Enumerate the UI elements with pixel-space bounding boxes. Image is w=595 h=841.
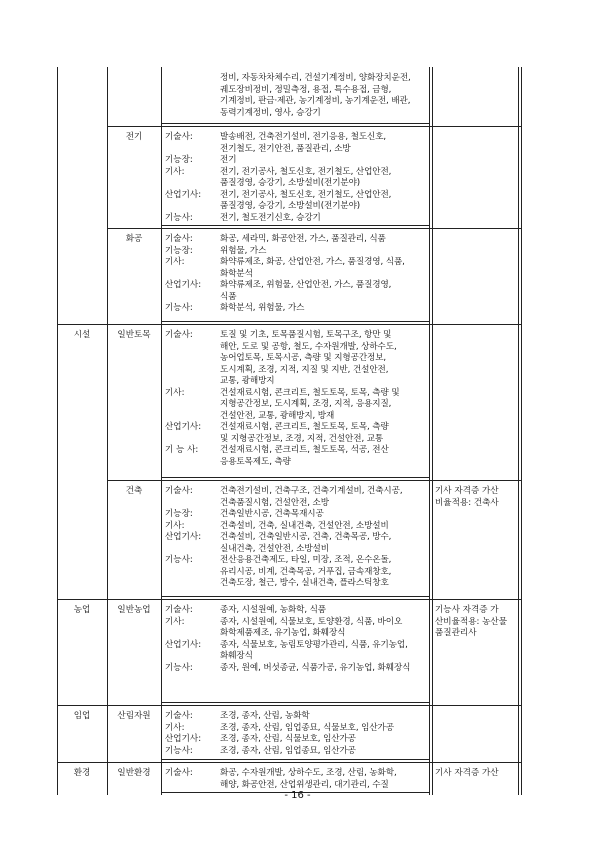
qualification-level-label: 기사: [165, 520, 185, 531]
qualification-list-line: 전기, 전기공사, 철도신호, 전기철도, 산업안전, [220, 189, 392, 200]
block-bottom-line [161, 759, 429, 760]
qualification-list-line: 교통, 광해방지 [220, 376, 275, 386]
main-category: 임업 [73, 711, 91, 721]
qualification-level-label: 기사: [165, 166, 185, 177]
qualification-list-line: 지형공간정보, 도시계획, 조경, 지적, 응용지질, [220, 399, 392, 409]
qualification-list-line: 품질경영, 승강기, 소방설비(전기분야) [220, 178, 361, 188]
note-line: 산비율적용: 농산물 [435, 616, 508, 627]
subsection-line [107, 228, 521, 229]
main-category: 환경 [73, 768, 91, 778]
qualification-list-line: 조경, 종자, 산림, 농화학 [220, 711, 310, 721]
qualification-level-label: 기능사: [165, 555, 193, 565]
qualification-level-label: 산업기사: [165, 189, 202, 200]
table-column-line [57, 67, 58, 795]
block-bottom-line [161, 321, 429, 322]
qualification-list-line: 해양, 화공안전, 산업위생관리, 대기관리, 수질 [220, 779, 389, 790]
qualification-list-line: 전기철도, 전기안전, 품질관리, 소방 [220, 143, 351, 154]
table-column-line [429, 67, 430, 795]
qualification-list-line: 종자, 시설원예, 농화학, 식품 [220, 605, 327, 615]
qualification-list-line: 화공, 세라믹, 화공안전, 가스, 품질관리, 식품 [220, 234, 386, 244]
qualification-list-line: 건축일반시공, 건축목재시공 [220, 509, 324, 519]
qualification-level-label: 산업기사: [165, 422, 202, 432]
qualification-level-label: 기술사: [165, 711, 193, 721]
page-number: - 16 - [284, 790, 311, 801]
qualification-list-line: 건축전기설비, 건축구조, 건축기계설비, 건축시공, [220, 486, 403, 496]
qualification-level-label: 기능장: [165, 155, 193, 165]
qualification-list-line: 종자, 원예, 버섯종균, 식품가공, 유기농업, 화훼장식 [220, 662, 411, 673]
qualification-list-line: 화학분석, 위험물, 가스 [220, 303, 305, 313]
qualification-level-label: 산업기사: [165, 280, 202, 290]
qualification-list-line: 품질경영, 승강기, 소방설비(전기분야) [220, 201, 361, 211]
qualification-level-label: 기술사: [165, 132, 193, 142]
block-bottom-line [161, 123, 429, 124]
sub-category: 전기 [125, 132, 143, 142]
block-bottom-line [161, 702, 429, 703]
qualification-level-label: 기술사: [165, 768, 193, 778]
main-category: 시설 [73, 330, 91, 340]
qualification-list-line: 건설안전, 교통, 광해방지, 방재 [220, 410, 335, 421]
qualification-list-line: 조경, 종자, 산림, 식물보호, 임산가공 [220, 734, 356, 744]
qualification-level-label: 기사: [165, 722, 185, 733]
qualification-list-line: 동력기계정비, 영사, 승강기 [220, 107, 321, 118]
qualification-level-label: 기술사: [165, 486, 193, 496]
qualification-level-label: 기사: [165, 387, 185, 398]
qualification-list-line: 종자, 시설원예, 식물보호, 토양환경, 식품, 바이오 [220, 616, 403, 627]
qualification-level-label: 기능사: [165, 303, 193, 313]
note-line: 기사 자격증 가산 [435, 486, 499, 496]
qualification-list-line: 위험물, 가스 [220, 245, 267, 256]
qualification-list-line: 화학제품제조, 유기농업, 화훼장식 [220, 628, 346, 638]
qualification-list-line: 응용토목제도, 측량 [220, 456, 291, 467]
qualification-list-line: 도시계획, 조경, 지적, 지질 및 지반, 건설안전, [220, 364, 389, 375]
table-column-line [107, 67, 108, 795]
qualification-level-label: 기술사: [165, 605, 193, 615]
qualification-level-label: 기사: [165, 257, 185, 267]
qualification-list-line: 궤도장비정비, 정밀측정, 용접, 특수용접, 금형, [220, 84, 392, 95]
note-line: 기사 자격증 가산 [435, 768, 499, 778]
table-column-line [432, 67, 433, 795]
qualification-level-label: 기능사: [165, 212, 193, 223]
qualification-list-line: 건축품질시험, 건설안전, 소방 [220, 497, 329, 508]
table-column-line [161, 67, 162, 795]
subsection-line [107, 126, 521, 127]
qualification-list-line: 해안, 도로 및 공항, 철도, 수자원개발, 상하수도, [220, 341, 397, 352]
qualification-list-line: 실내건축, 건설안전, 소방설비 [220, 543, 329, 554]
qualification-list-line: 화훼장식 [220, 651, 253, 661]
qualification-list-line: 토질 및 기초, 토목품질시험, 토목구조, 항만 및 [220, 330, 392, 340]
qualification-list-line: 건설재료시험, 콘크리트, 철도토목, 토목, 측량 및 [220, 387, 400, 398]
qualification-level-label: 기술사: [165, 330, 193, 340]
qualification-list-line: 및 지형공간정보, 조경, 지적, 건설안전, 교통 [220, 433, 384, 444]
qualification-list-line: 식품 [220, 291, 237, 302]
section-line [57, 599, 521, 600]
qualification-list-line: 건축설비, 건축, 실내건축, 건설안전, 소방설비 [220, 520, 389, 531]
qualification-level-label: 기능장: [165, 509, 193, 519]
note-line: 비율적용: 건축사 [435, 497, 499, 508]
qualification-list-line: 전기, 철도전기신호, 승강기 [220, 212, 321, 223]
qualification-list-line: 건축설비, 건축일반시공, 건축, 건축목공, 방수, [220, 532, 392, 542]
block-bottom-line [161, 477, 429, 478]
qualification-list-line: 화공, 수자원개발, 상하수도, 조경, 산림, 농화학, [220, 768, 397, 778]
main-category: 농업 [73, 605, 91, 615]
qualification-list-line: 건설재료시험, 콘크리트, 철도토목, 토목, 측량 [220, 422, 389, 432]
qualification-list-line: 농어업토목, 토목시공, 측량 및 지형공간정보, [220, 353, 387, 363]
qualification-list-line: 기계정비, 판금·제관, 농기계정비, 농기계운전, 배관, [220, 96, 411, 106]
qualification-list-line: 전기, 전기공사, 철도신호, 전기철도, 산업안전, [220, 166, 392, 177]
qualification-level-label: 산업기사: [165, 639, 202, 650]
qualification-list-line: 조경, 종자, 산림, 임업종묘, 임산가공 [220, 745, 356, 756]
qualification-list-line: 전기 [220, 155, 237, 165]
qualification-list-line: 조경, 종자, 산림, 임업종묘, 식물보호, 임산가공 [220, 722, 394, 733]
qualification-list-line: 화약류제조, 위험물, 산업안전, 가스, 품질경영, [220, 280, 392, 290]
qualification-list-line: 화학분석 [220, 268, 253, 279]
qualification-list-line: 전산응용건축제도, 타일, 미장, 조적, 온수온돌, [220, 555, 392, 565]
qualification-list-line: 화약류제조, 화공, 산업안전, 가스, 품질경영, 식품, [220, 257, 405, 267]
table-column-line [521, 67, 522, 795]
qualification-list-line: 건축도장, 철근, 방수, 실내건축, 플라스틱창호 [220, 578, 389, 588]
qualification-level-label: 기사: [165, 616, 185, 627]
note-line: 품질관리사 [435, 628, 477, 638]
sub-category: 일반환경 [117, 768, 151, 778]
qualification-level-label: 기능사: [165, 662, 193, 673]
qualification-level-label: 기능사: [165, 745, 193, 756]
qualification-list-line: 건설재료시험, 콘크리트, 철도토목, 석공, 전산 [220, 445, 389, 455]
qualification-list-line: 정비, 자동차차체수리, 건설기계정비, 양화장치운전, [220, 73, 411, 83]
table-column-line [518, 67, 519, 795]
sub-category: 화공 [125, 234, 143, 244]
qualification-list-line: 종자, 식물보호, 농림토양평가관리, 식품, 유기농업, [220, 639, 408, 650]
sub-category: 건축 [125, 486, 143, 496]
qualification-list-line: 유리시공, 비계, 건축목공, 거푸집, 금속재창호, [220, 566, 392, 577]
subsection-line [107, 480, 521, 481]
block-bottom-line [161, 225, 429, 226]
section-line [57, 324, 521, 325]
qualification-level-label: 기술사: [165, 234, 193, 244]
qualification-level-label: 기 능 사: [165, 445, 199, 455]
qualification-level-label: 산업기사: [165, 734, 202, 744]
note-line: 기능사 자격증 가 [435, 605, 499, 615]
section-line [57, 762, 521, 763]
sub-category: 산림자원 [117, 711, 151, 721]
qualification-level-label: 기능장: [165, 245, 193, 256]
sub-category: 일반농업 [117, 605, 151, 615]
qualification-level-label: 산업기사: [165, 532, 202, 542]
qualification-list-line: 발송배전, 건축전기설비, 전기응용, 철도신호, [220, 132, 387, 142]
sub-category: 일반토목 [117, 330, 151, 340]
section-line [57, 705, 521, 706]
block-bottom-line [161, 596, 429, 597]
